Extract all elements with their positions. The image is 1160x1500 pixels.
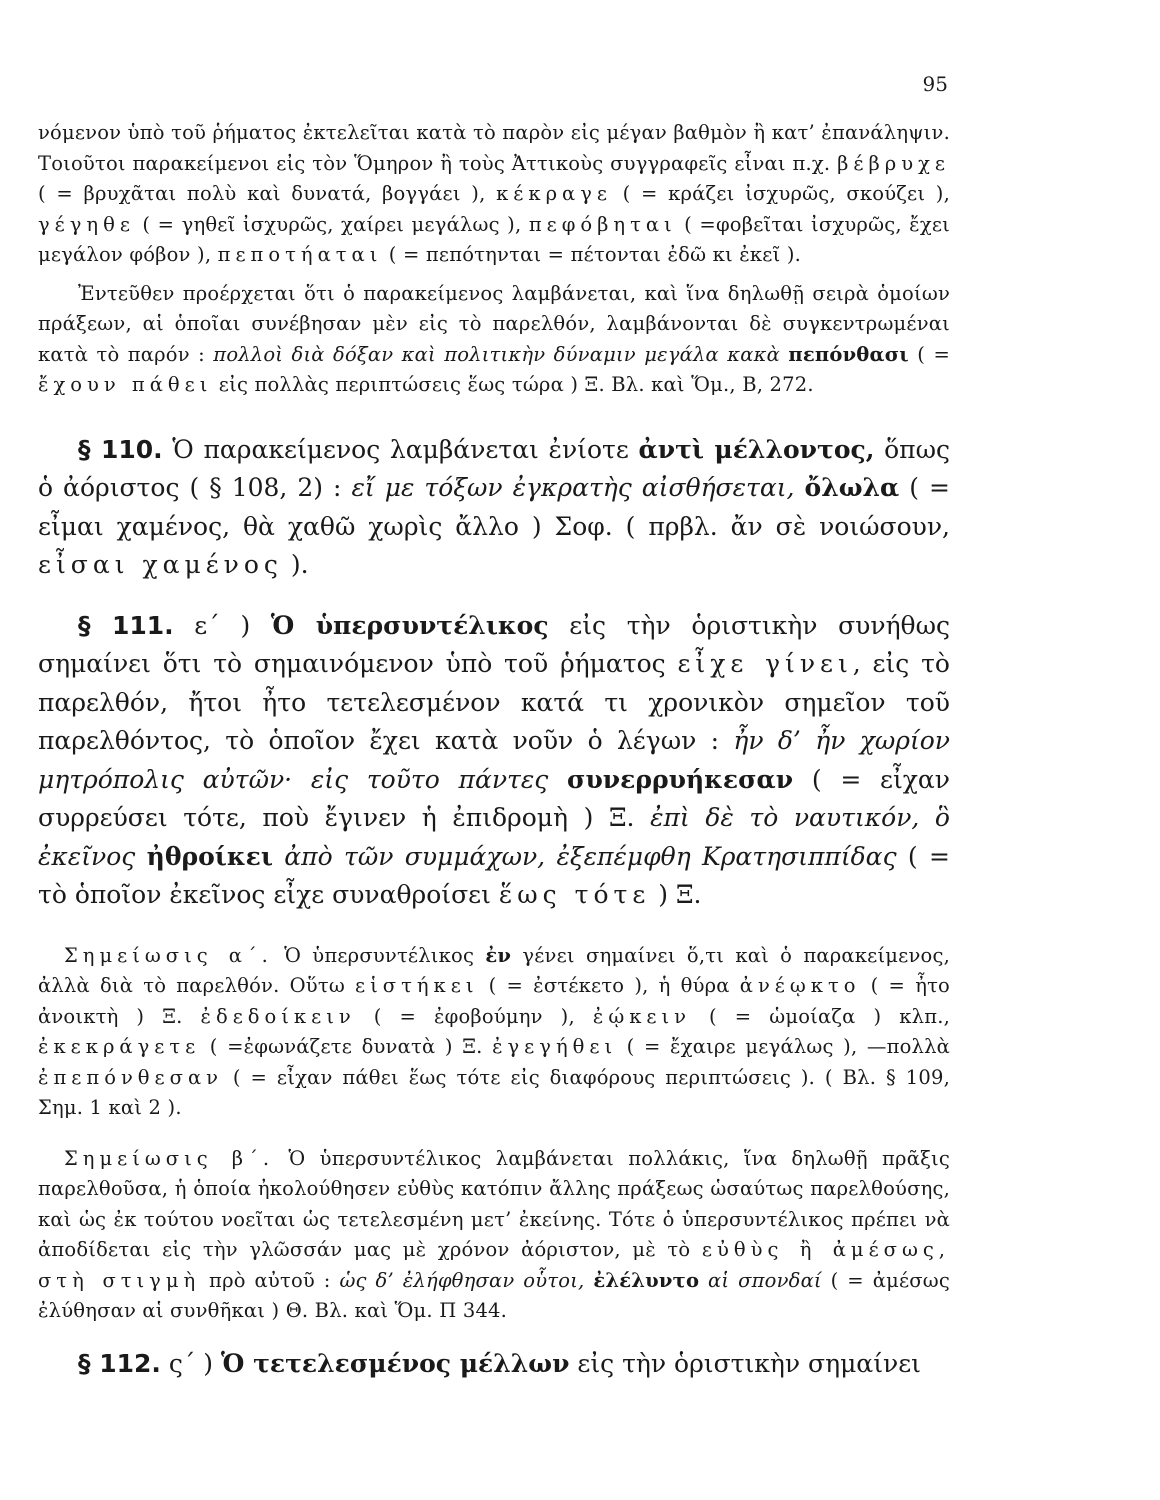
spaced-word: ἐδεδοίκειν — [200, 1004, 356, 1028]
italic-quote: ἀπὸ τῶν συμμάχων, ἐξεπέμφθη Κρατησιππίδας — [284, 841, 897, 871]
note-label: Σημείωσις β΄. — [64, 1146, 275, 1170]
spaced-word: βέβρυχε — [837, 151, 950, 175]
text: νόμενον ὑπὸ τοῦ ῥήματος ἐκτελεῖται κατὰ τὸ παρὸν εἰς μέγαν βαθμὸν ἢ κατ’ ἐπανάληψιν. Τοιοῦτοι παρακείμενοι εἰς τὸν Ὅμηρον ἢ τοὺς Ἀττικοὺς συγγραφεῖς εἶναι π.χ. — [38, 121, 950, 175]
text: ( = τὸ ὁποῖον ἐκεῖνος εἶχε συναθροίσει — [38, 841, 950, 909]
note-beta — [38, 1144, 950, 1327]
spaced-word: πεποτήαται — [217, 243, 383, 266]
text: Ὁ παρακείμενος λαμβάνεται ἐνίοτε — [162, 434, 639, 464]
text: ). — [282, 550, 309, 579]
text: ( = ἦτο ἀνοικτὴ ) Ξ. — [38, 974, 950, 1028]
italic-quote: ἦν δ’ ἦν χωρίον μητρόπολις αὐτῶν· εἰς τοῦτο πάντες — [38, 726, 951, 794]
spaced-word: ἐῴκειν — [592, 1004, 692, 1028]
page-number: 95 — [922, 72, 948, 96]
section-110 — [38, 431, 950, 585]
bold-term: ἐλέλυντο — [593, 1268, 700, 1292]
text: , εἰς τὸ παρελθόν, ἤτοι ἦτο τετελεσμένον κατά τι χρονικὸν σημεῖον τοῦ παρελθόντος, τὸ ὁποῖον ἔχει κατὰ νοῦν ὁ λέγων : — [38, 649, 950, 755]
text: ὅπως ὁ ἀόριστος ( § 108, 2) : — [38, 434, 950, 502]
bold-term: Ὁ τετελεσμένος μέλλων — [221, 1348, 570, 1378]
bold-term: ἐν — [485, 943, 512, 967]
text: ε΄ ) — [173, 610, 271, 640]
text: εἰς τὴν ὁριστικὴν συνήθως σημαίνει ὅτι τὸ σημαινόμενον ὑπὸ τοῦ ῥήματος — [38, 610, 950, 678]
spaced-word: εἶχε γίνει — [677, 649, 853, 678]
text: ( = — [908, 342, 950, 366]
italic-quote: ὡς δ’ ἐλήφθησαν οὗτοι, — [339, 1268, 585, 1292]
section-number: § 111. — [78, 610, 174, 640]
note-alpha — [38, 941, 950, 1124]
text: ( = γηθεῖ ἰσχυρῶς, χαίρει μεγάλως ), — [134, 212, 529, 236]
section-number: § 110. — [78, 434, 163, 464]
text: εἰς πολλὰς περιπτώσεις ἕως τώρα ) Ξ. Βλ. καὶ Ὅμ., Β, 272. — [212, 373, 814, 396]
text: ( = ἐστέκετο ), ἡ θύρα — [478, 974, 740, 997]
text: ( = ὡμοίαζα ) κλπ., — [691, 1004, 951, 1028]
text: Ἐντεῦθεν προέρχεται ὅτι ὁ παρακείμενος λαμβάνεται, καὶ ἵνα δηλωθῇ σειρὰ ὁμοίων πράξεων, αἱ ὁποῖαι συνέβησαν μὲν εἰς τὸ παρελθόν, λαμβάνονται δὲ συγκεντρωμέναι κατὰ τὸ παρόν : — [38, 281, 950, 366]
italic-quote: αἱ σπονδαί — [708, 1268, 822, 1292]
text: ( = ἀμέσως ἐλύθησαν αἱ συνθῆκαι ) Θ. Βλ. καὶ Ὅμ. Π 344. — [38, 1268, 950, 1322]
bold-term: πεπόνθασι — [788, 342, 909, 366]
bold-term: Ὁ ὑπερσυντέλικος — [270, 610, 549, 640]
section-111 — [38, 607, 950, 915]
text: ) Ξ. — [650, 880, 702, 909]
spaced-word: εἱστήκει — [355, 974, 479, 997]
italic-quote: εἴ με τόξων ἐγκρατὴς αἰσθήσεται, — [351, 473, 795, 502]
text: γένει σημαίνει ὅ,τι καὶ ὁ παρακείμενος, ἀλλὰ διὰ τὸ παρελθόν. Οὕτω — [38, 943, 950, 997]
text: ( = εἶχαν συρρεύσει τότε, ποὺ ἔγινεν ἡ ἐπιδρομὴ ) Ξ. — [38, 764, 950, 832]
spaced-word: ἀνέῳκτο — [739, 974, 861, 997]
page-body — [38, 118, 950, 1383]
text: ( = βρυχᾶται πολὺ καὶ δυνατά, βογγάει ), — [38, 182, 497, 205]
spaced-word: πεφόβηται — [528, 212, 677, 236]
note-label: Σημείωσις α΄. — [64, 943, 273, 967]
bold-term: ἀντὶ μέλλοντος, — [638, 434, 875, 464]
text: ( = κράζει ἰσχυρῶς, σκούζει ), — [611, 182, 950, 205]
bold-term: ὄλωλα — [804, 473, 900, 502]
spaced-word: ἔχουν πάθει — [38, 373, 213, 396]
paragraph-continuation — [38, 118, 950, 271]
text: πρὸ αὐτοῦ : — [200, 1268, 340, 1292]
text: ( =φοβεῖται ἰσχυρῶς, ἔχει μεγάλον φόβον ), — [38, 212, 950, 266]
text: ( = ἔχαιρε μεγάλως ), —πολλὰ — [617, 1035, 951, 1058]
italic-quote: ἐπὶ δὲ τὸ ναυτικόν, ὃ ἐκεῖνος — [38, 803, 950, 871]
text: ς΄ ) — [160, 1348, 221, 1378]
spaced-word: εἶσαι χαμένος — [38, 550, 283, 579]
text: Ὁ ὑπερσυντέλικος — [272, 943, 486, 967]
text: ( = ἐφοβούμην ), — [355, 1004, 593, 1028]
bold-term: συνερρυήκεσαν — [567, 764, 794, 794]
spaced-word: ἕως τότε — [498, 880, 651, 909]
text: ( =ἐφωνάζετε δυνατὰ ) Ξ. — [200, 1035, 493, 1058]
spaced-word: ἐγεγήθει — [492, 1035, 618, 1058]
section-112 — [38, 1345, 950, 1384]
bold-term: ἠθροίκει — [146, 841, 273, 871]
paragraph-enteuthen — [38, 279, 950, 401]
spaced-word: ἐκεκράγετε — [38, 1035, 201, 1058]
text: ( = εἶχαν πάθει ἕως τότε εἰς διαφόρους περιπτώσεις ). ( Βλ. § 109, Σημ. 1 καὶ 2 ). — [38, 1065, 950, 1119]
spaced-word: γέγηθε — [38, 212, 135, 236]
section-number: § 112. — [78, 1348, 161, 1378]
text: ( = πεπότηνται = πέτονται ἐδῶ κι ἐκεῖ ). — [382, 243, 802, 266]
spaced-word: κέκραγε — [496, 182, 612, 205]
spaced-word: εὐθὺς ἢ ἀμέσως, στὴ στιγμὴ — [38, 1238, 951, 1292]
italic-quote: πολλοὶ διὰ δόξαν καὶ πολιτικὴν δύναμιν μεγάλα κακὰ — [213, 342, 780, 366]
text: ( = εἶμαι χαμένος, θὰ χαθῶ χωρὶς ἄλλο ) Σοφ. ( πρβλ. ἄν σὲ νοιώσουν, — [38, 473, 951, 541]
text: εἰς τὴν ὁριστικὴν σημαίνει — [569, 1348, 921, 1378]
text: Ὁ ὑπερσυντέλικος λαμβάνεται πολλάκις, ἵνα δηλωθῇ πρᾶξις παρελθοῦσα, ἡ ὁποία ἠκολούθησεν εὐθὺς κατόπιν ἄλλης πράξεως ὡσαύτως παρελθούσης, καὶ ὡς ἐκ τούτου νοεῖται ὡς τετελεσμένη μετ’ ἐκείνης. Τότε ὁ ὑπερσυντέλικος πρέπει νὰ ἀποδίδεται εἰς τὴν γλῶσσάν μας μὲ χρόνον ἀόριστον, μὲ τὸ — [38, 1146, 950, 1261]
spaced-word: ἐπεπόνθεσαν — [38, 1065, 223, 1089]
